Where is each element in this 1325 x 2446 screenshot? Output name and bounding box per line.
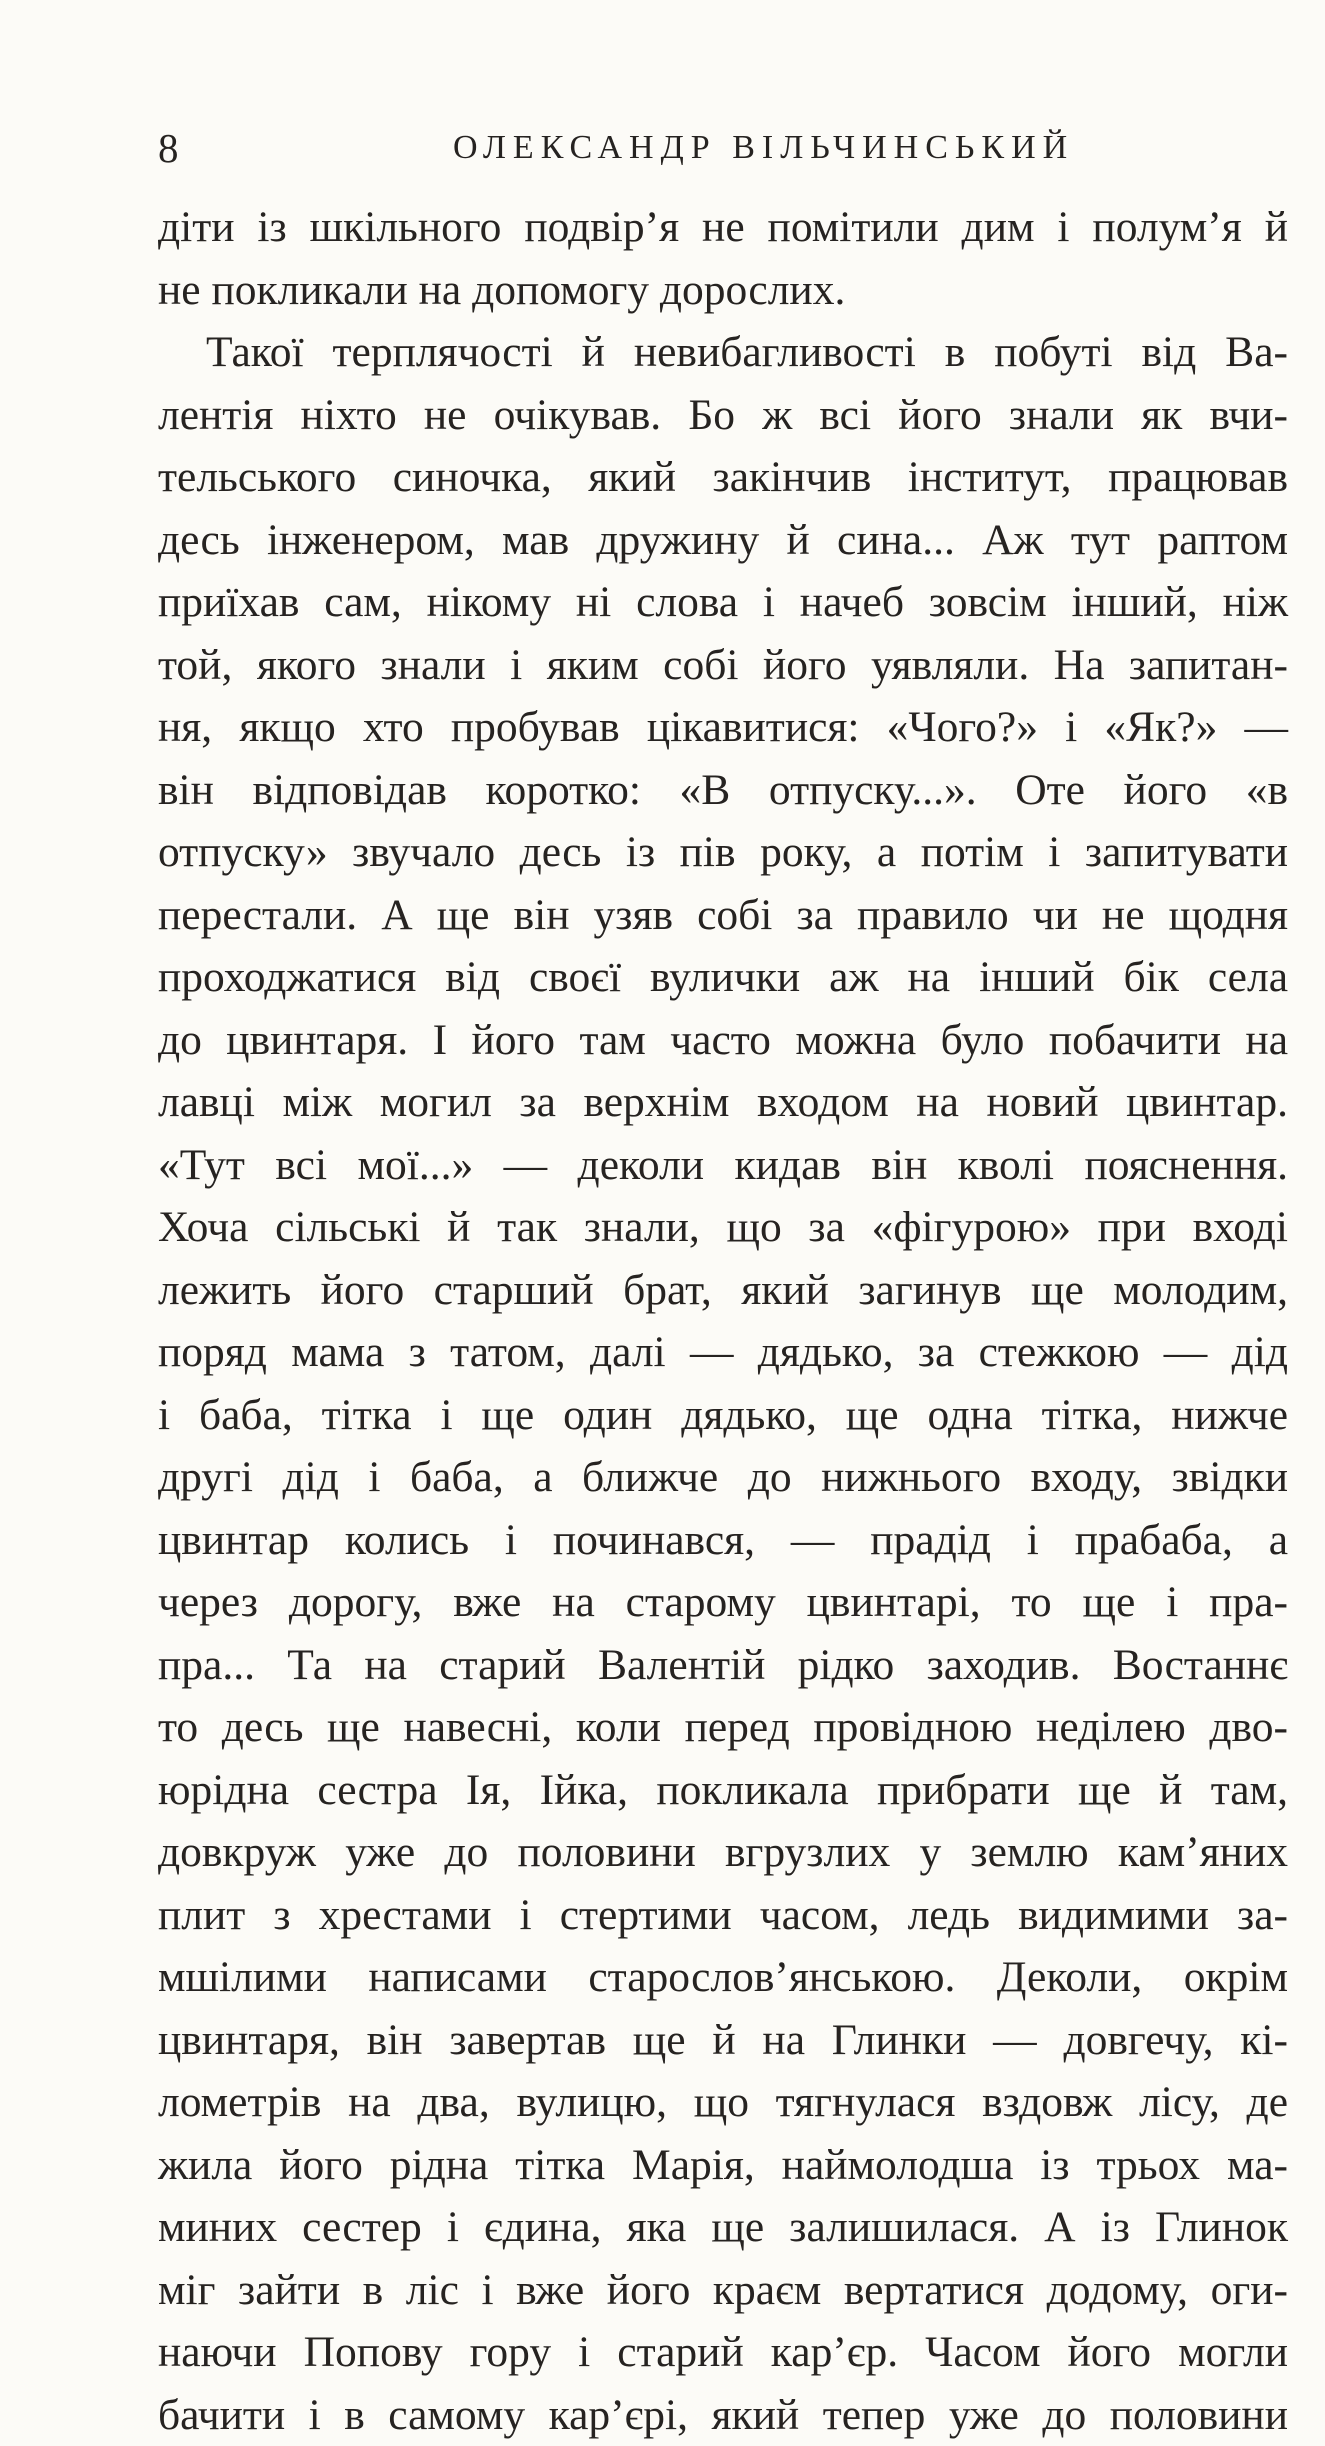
text-line: він відповідав коротко: «В отпуску...». Оте його «в — [158, 759, 1288, 822]
text-line: лометрів на два, вулицю, що тягнулася вздовж лісу, де — [158, 2071, 1288, 2134]
text-line: приїхав сам, нікому ні слова і начеб зовсім інший, ніж — [158, 571, 1288, 634]
text-line: цвинтаря, він завертав ще й на Глинки — довгечу, кі- — [158, 2009, 1288, 2072]
text-line: довкруж уже до половини вгрузлих у землю кам’яних — [158, 1821, 1288, 1884]
text-line: плит з хрестами і стертими часом, ледь видимими за- — [158, 1884, 1288, 1947]
text-line: Хоча сільські й так знали, що за «фігурою» при вході — [158, 1196, 1288, 1259]
text-line: цвинтар колись і починався, — прадід і прабаба, а — [158, 1509, 1288, 1572]
text-line: той, якого знали і яким собі його уявляли. На запитан- — [158, 634, 1288, 697]
text-line: десь інженером, мав дружину й сина... Аж тут раптом — [158, 509, 1288, 572]
text-line: наючи Попову гору і старий кар’єр. Часом його могли — [158, 2321, 1288, 2384]
text-line: «Тут всі мої...» — деколи кидав він кволі пояснення. — [158, 1134, 1288, 1197]
text-line: лавці між могил за верхнім входом на новий цвинтар. — [158, 1071, 1288, 1134]
text-line: то десь ще навесні, коли перед провідною неділею дво- — [158, 1696, 1288, 1759]
text-line: тельського синочка, який закінчив інститут, працював — [158, 446, 1288, 509]
page-number: 8 — [158, 118, 179, 178]
text-line: поряд мама з татом, далі — дядько, за стежкою — дід — [158, 1321, 1288, 1384]
text-line: міг зайти в ліс і вже його краєм вертатися додому, оги- — [158, 2259, 1288, 2322]
text-line: Такої терплячості й невибагливості в побуті від Ва- — [158, 321, 1288, 384]
text-line: пра... Та на старий Валентій рідко заходив. Востаннє — [158, 1634, 1288, 1697]
running-head — [158, 118, 1288, 178]
text-line: лежить його старший брат, який загинув ще молодим, — [158, 1259, 1288, 1322]
text-line: мшілими написами старослов’янською. Деколи, окрім — [158, 1946, 1288, 2009]
text-line: і баба, тітка і ще один дядько, ще одна тітка, нижче — [158, 1384, 1288, 1447]
text-line: лентія ніхто не очікував. Бо ж всі його знали як вчи- — [158, 384, 1288, 447]
running-title: ОЛЕКСАНДР ВІЛЬЧИНСЬКИЙ — [453, 118, 1074, 178]
text-line: до цвинтаря. І його там часто можна було побачити на — [158, 1009, 1288, 1072]
text-line: бачити і в самому кар’єрі, який тепер уже до половини — [158, 2384, 1288, 2446]
text-line: другі дід і баба, а ближче до нижнього входу, звідки — [158, 1446, 1288, 1509]
text-line: діти із шкільного подвір’я не помітили дим і полум’я й — [158, 196, 1288, 259]
text-line: отпуску» звучало десь із пів року, а потім і запитувати — [158, 821, 1288, 884]
text-line: ня, якщо хто пробував цікавитися: «Чого?» і «Як?» — — [158, 696, 1288, 759]
text-line: не покликали на допомогу дорослих. — [158, 259, 1288, 322]
text-line: жила його рідна тітка Марія, наймолодша із трьох ма- — [158, 2134, 1288, 2197]
text-line: миних сестер і єдина, яка ще залишилася. А із Глинок — [158, 2196, 1288, 2259]
text-line: проходжатися від своєї вулички аж на інший бік села — [158, 946, 1288, 1009]
body-text — [158, 196, 1288, 2446]
text-line: через дорогу, вже на старому цвинтарі, то ще і пра- — [158, 1571, 1288, 1634]
text-line: юрідна сестра Ія, Ійка, покликала прибрати ще й там, — [158, 1759, 1288, 1822]
text-line: перестали. А ще він узяв собі за правило чи не щодня — [158, 884, 1288, 947]
